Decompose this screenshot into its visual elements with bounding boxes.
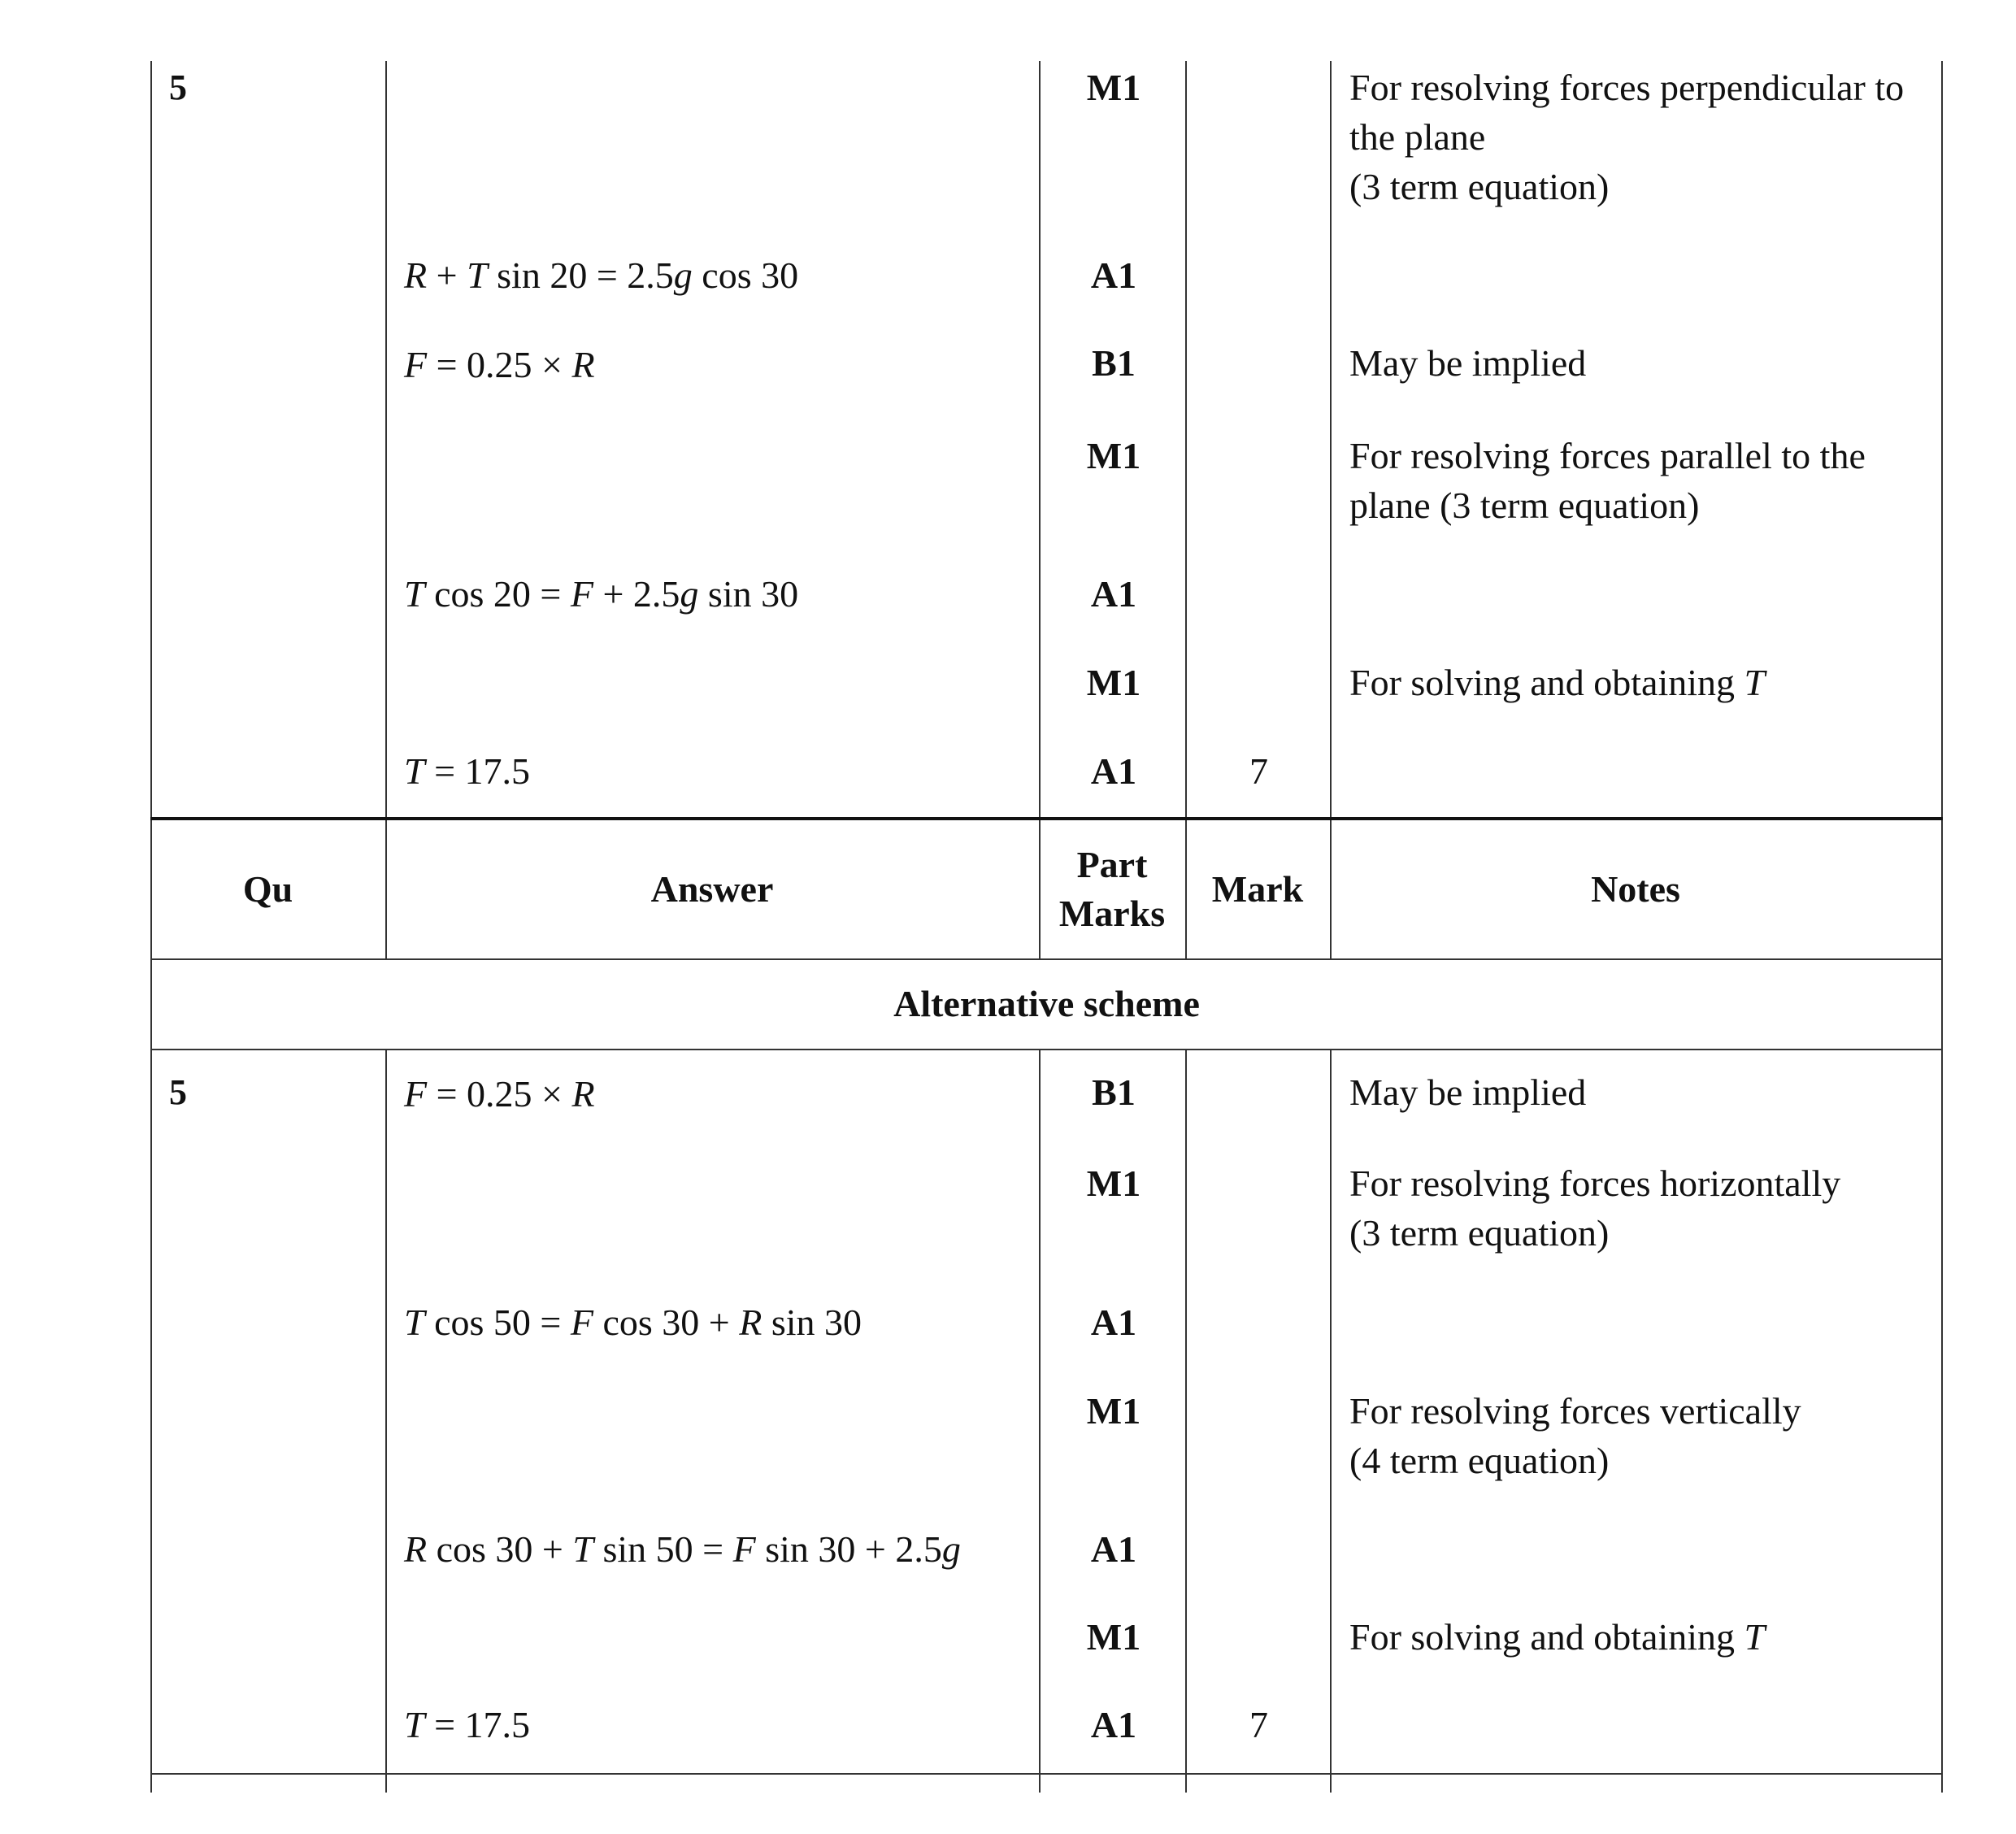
header-part-marks-line1: Part bbox=[1076, 844, 1148, 885]
header-mark: Mark bbox=[1211, 868, 1304, 910]
column-divider-qu-alt bbox=[385, 1049, 387, 1793]
part-mark: B1 bbox=[1092, 1071, 1136, 1113]
note-line: (3 term equation) bbox=[1349, 1212, 1610, 1254]
column-divider-part bbox=[1185, 61, 1187, 958]
header-part-marks-line2: Marks bbox=[1058, 893, 1166, 934]
part-mark: M1 bbox=[1086, 662, 1141, 703]
note-line: For resolving forces horizontally bbox=[1349, 1163, 1841, 1204]
note-line: plane (3 term equation) bbox=[1349, 485, 1700, 526]
part-mark: B1 bbox=[1092, 342, 1136, 384]
question-number: 5 bbox=[169, 67, 187, 107]
header-bottom-line bbox=[150, 958, 1943, 960]
part-mark: M1 bbox=[1086, 1163, 1141, 1204]
column-divider-mark-alt bbox=[1330, 1049, 1332, 1793]
part-mark: A1 bbox=[1090, 1528, 1137, 1570]
answer-equation: R + T sin 20 = 2.5g cos 30 bbox=[404, 254, 799, 296]
part-mark: A1 bbox=[1090, 254, 1137, 296]
total-mark: 7 bbox=[1249, 1704, 1268, 1745]
part-mark: A1 bbox=[1090, 1302, 1137, 1343]
note-line: May be implied bbox=[1349, 1071, 1587, 1113]
part-mark: A1 bbox=[1090, 750, 1137, 792]
part-mark: M1 bbox=[1086, 67, 1141, 108]
answer-equation: T = 17.5 bbox=[404, 1704, 531, 1745]
column-divider-mark bbox=[1330, 61, 1332, 958]
alternative-scheme-label: Alternative scheme bbox=[893, 983, 1200, 1024]
answer-equation: F = 0.25 × R bbox=[404, 1073, 595, 1115]
note-line: For resolving forces perpendicular to bbox=[1349, 67, 1905, 108]
answer-equation: R cos 30 + T sin 50 = F sin 30 + 2.5g bbox=[404, 1528, 961, 1570]
note-line: For resolving forces vertically bbox=[1349, 1390, 1801, 1432]
note-line: (3 term equation) bbox=[1349, 166, 1610, 207]
note-line: For solving and obtaining T bbox=[1349, 662, 1766, 703]
part-mark: A1 bbox=[1090, 1704, 1137, 1745]
answer-equation: F = 0.25 × R bbox=[404, 344, 595, 385]
part-mark: A1 bbox=[1090, 573, 1137, 615]
part-mark: M1 bbox=[1086, 1616, 1141, 1658]
alternative-bottom-line bbox=[150, 1049, 1943, 1050]
table-border-left bbox=[150, 61, 152, 1793]
answer-equation: T = 17.5 bbox=[404, 750, 531, 792]
part-mark: M1 bbox=[1086, 435, 1141, 476]
column-divider-answer bbox=[1039, 61, 1041, 958]
total-mark: 7 bbox=[1249, 750, 1268, 792]
note-line: May be implied bbox=[1349, 342, 1587, 384]
note-line: For resolving forces parallel to the bbox=[1349, 435, 1866, 476]
note-line: (4 term equation) bbox=[1349, 1440, 1610, 1481]
answer-equation: T cos 20 = F + 2.5g sin 30 bbox=[404, 573, 799, 615]
header-notes: Notes bbox=[1591, 868, 1680, 910]
answer-equation: T cos 50 = F cos 30 + R sin 30 bbox=[404, 1302, 862, 1343]
note-line: For solving and obtaining T bbox=[1349, 1616, 1766, 1658]
header-answer: Answer bbox=[650, 868, 774, 910]
note-line: the plane bbox=[1349, 116, 1486, 158]
column-divider-qu bbox=[385, 61, 387, 958]
table-bottom-line bbox=[150, 1773, 1943, 1775]
header-qu: Qu bbox=[242, 868, 293, 910]
question-number: 5 bbox=[169, 1072, 187, 1112]
part-mark: M1 bbox=[1086, 1390, 1141, 1432]
section-divider bbox=[150, 817, 1943, 820]
table-border-right bbox=[1941, 61, 1943, 1793]
